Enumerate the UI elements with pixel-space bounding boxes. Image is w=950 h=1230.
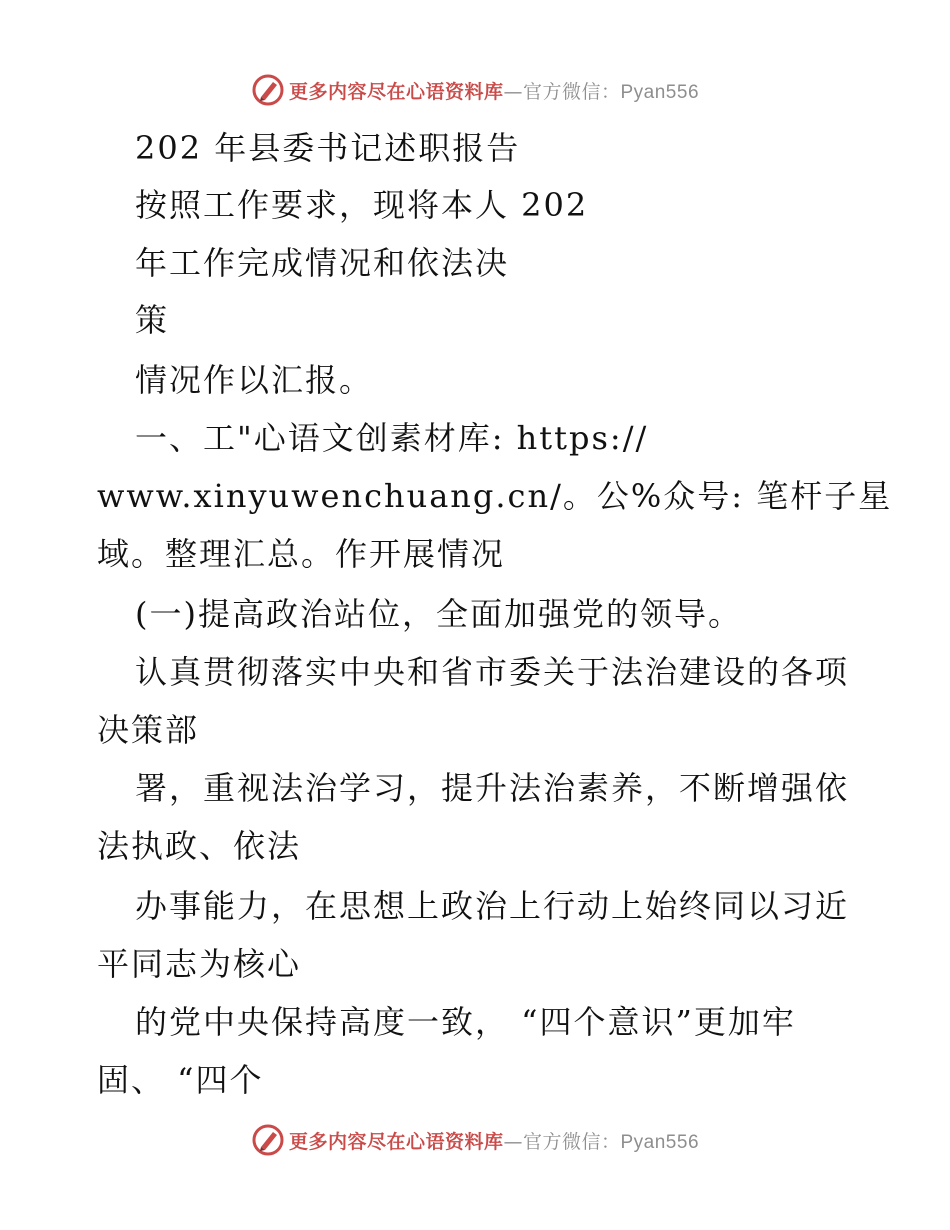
text-line: 情况作以汇报。 — [135, 361, 374, 399]
text-line: 法执政、依法 — [97, 827, 302, 865]
pen-logo-icon — [251, 1123, 285, 1157]
text-line: 决策部 — [97, 711, 200, 749]
watermark-wechat-id: Pyan556 — [620, 1131, 700, 1153]
watermark-label: —官方微信： — [503, 80, 621, 103]
watermark-wechat-id: Pyan556 — [620, 81, 700, 103]
watermark-site-name: 更多内容尽在心语资料库 — [288, 1130, 504, 1153]
text-line: 平同志为核心 — [97, 945, 302, 983]
text-line: 办事能力，在思想上政治上行动上始终同以习近 — [135, 887, 850, 925]
text-line: 固、 “四个 — [97, 1061, 264, 1099]
watermark-label: —官方微信： — [503, 1130, 621, 1153]
document-title: 202 年县委书记述职报告 — [135, 129, 521, 167]
watermark-banner-bottom — [0, 1120, 950, 1160]
text-line: 策 — [135, 301, 170, 339]
text-line: 署，重视法治学习，提升法治素养，不断增强依 — [135, 769, 850, 807]
watermark-text — [289, 1127, 699, 1154]
text-line: 域。整理汇总。作开展情况 — [97, 535, 506, 573]
text-line: 认真贯彻落实中央和省市委关于法治建设的各项 — [135, 653, 850, 691]
watermark-banner-top — [0, 70, 950, 110]
text-line: 的党中央保持高度一致， “四个意识”更加牢 — [135, 1003, 796, 1041]
text-line: 年工作完成情况和依法决 — [135, 244, 510, 282]
watermark-site-name: 更多内容尽在心语资料库 — [288, 80, 504, 103]
text-line: www.xinyuwenchuang.cn/。公%众号: 笔杆子星 — [97, 477, 893, 515]
pen-logo-icon — [251, 73, 285, 107]
watermark-text — [289, 77, 699, 104]
section-heading: (一)提高政治站位，全面加强党的领导。 — [135, 595, 742, 633]
text-line: 按照工作要求，现将本人 202 — [135, 186, 589, 224]
text-line: 一、工"心语文创素材库: https:// — [135, 419, 649, 457]
